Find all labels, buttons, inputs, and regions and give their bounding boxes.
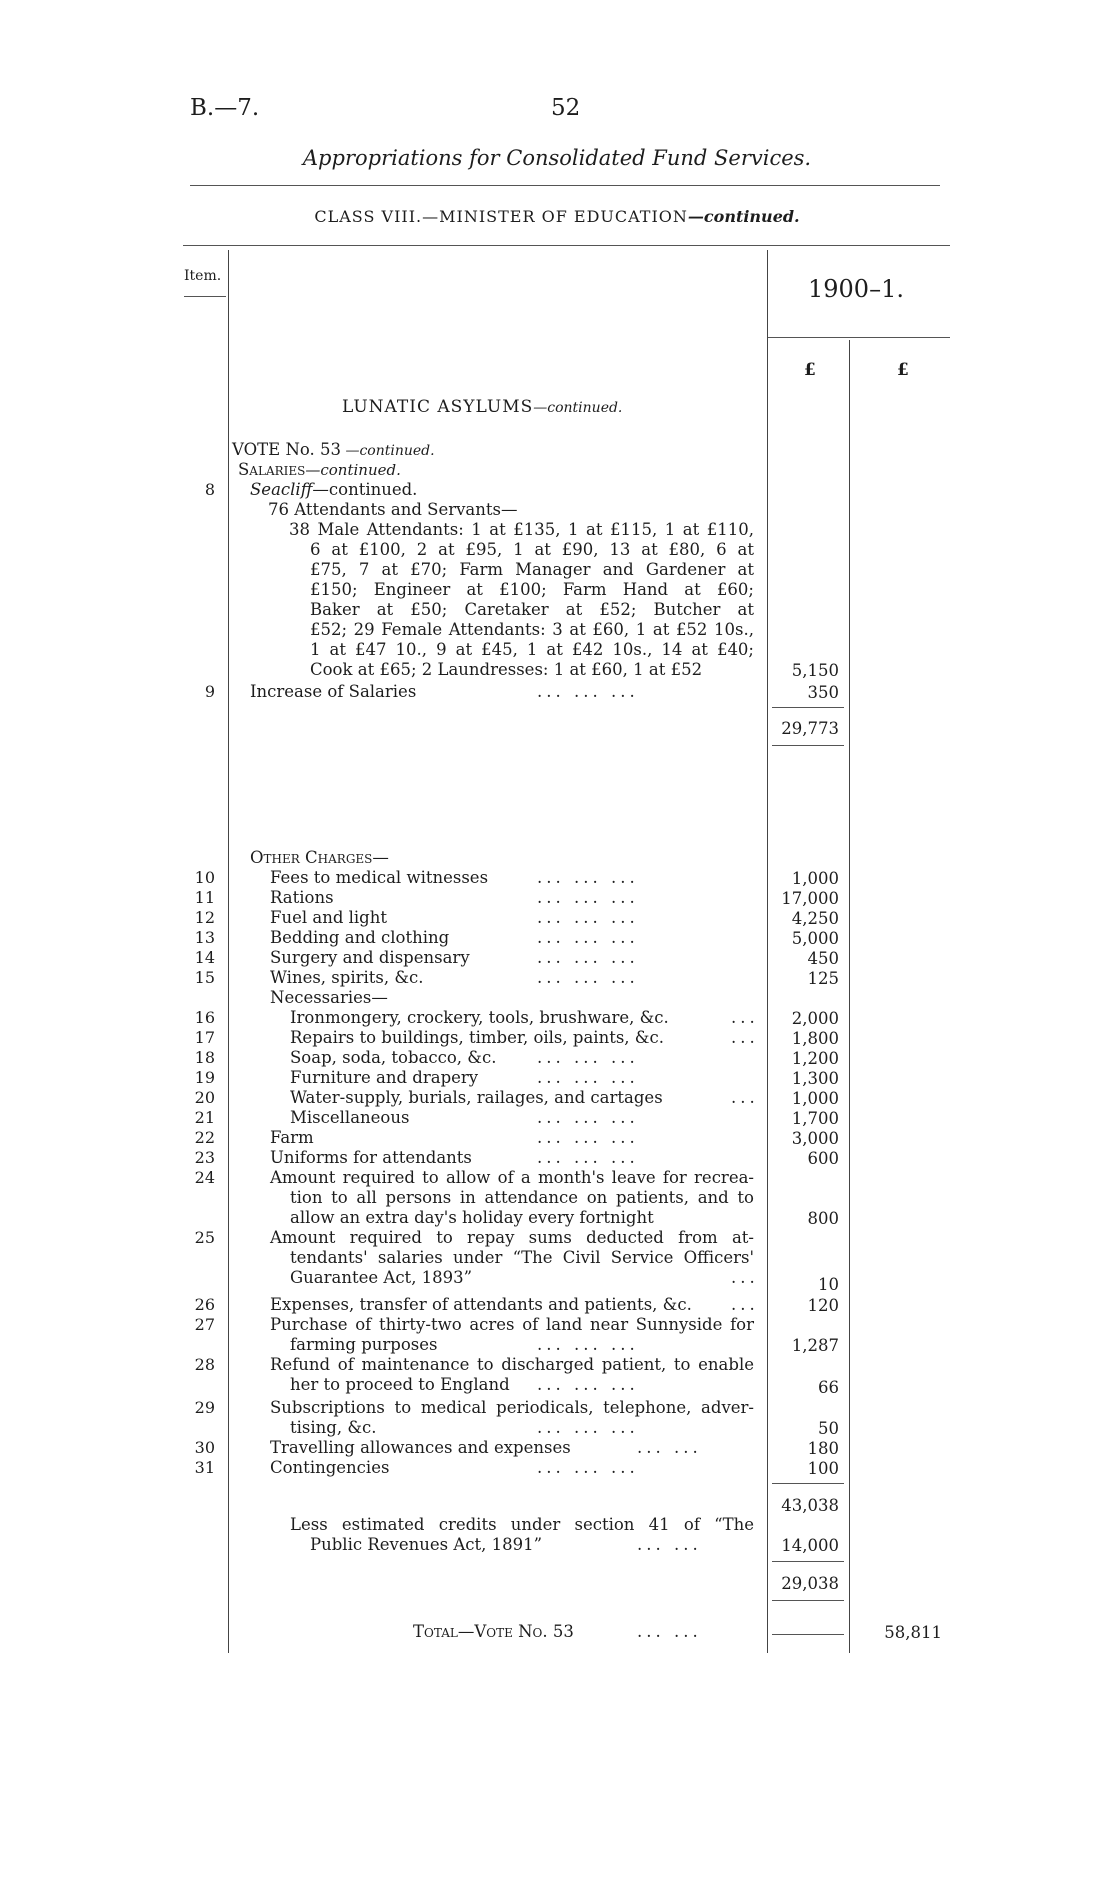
amount-cell: 800: [807, 1209, 839, 1228]
subtotal-rule: [772, 1561, 844, 1562]
item-number: 24: [194, 1168, 215, 1187]
leader-dots: ... ...: [637, 1438, 702, 1457]
item-label: Surgery and dispensary: [270, 948, 470, 967]
item-number: 10: [194, 868, 215, 887]
item-label: Rations: [270, 888, 334, 907]
leader-dots: ... ... ...: [537, 1048, 639, 1067]
item-number: 26: [194, 1295, 215, 1314]
amount-cell: 1,000: [791, 1089, 839, 1108]
net-total: 29,038: [781, 1574, 839, 1593]
vote-heading: [232, 440, 435, 461]
subtotal-rule: [772, 1600, 844, 1601]
amount-cell: 10: [818, 1275, 839, 1294]
item-number: 15: [194, 968, 215, 987]
item-number: 30: [194, 1438, 215, 1457]
item-number: 19: [194, 1068, 215, 1087]
salaries-heading-text: Salaries: [238, 460, 306, 479]
leader-dots: ...: [731, 1268, 759, 1287]
pound-sign-subtotals: £: [804, 360, 816, 380]
item-label-line: tendants' salaries under “The Civil Service Officers': [290, 1248, 754, 1267]
page-number: 52: [551, 95, 581, 121]
leader-dots: ... ... ...: [537, 1108, 639, 1127]
leader-dots: ... ... ...: [537, 1375, 639, 1394]
item-number: 22: [194, 1128, 215, 1147]
item-number: 29: [194, 1398, 215, 1417]
leader-dots: ...: [731, 1088, 759, 1107]
amount-cell: 1,000: [791, 869, 839, 888]
item-number: 20: [194, 1088, 215, 1107]
credits-amount: 14,000: [781, 1536, 839, 1555]
salaries-heading-suffix: —continued.: [305, 461, 401, 479]
vote-total-label: Total—Vote No. 53: [413, 1622, 574, 1641]
attendants-line: £52; 29 Female Attendants: 3 at £60, 1 at £52 10s.,: [310, 620, 754, 639]
necessaries-heading: Necessaries—: [270, 988, 388, 1007]
item-label: Contingencies: [270, 1458, 390, 1477]
item-label-line: Refund of maintenance to discharged patient, to enable: [270, 1355, 754, 1374]
amount-cell: 50: [818, 1419, 839, 1438]
item-label-line: allow an extra day's holiday every fortnight: [290, 1208, 654, 1227]
item-label-line: Amount required to allow of a month's leave for recrea-: [270, 1168, 754, 1187]
attendants-line: 1 at £47 10., 9 at £45, 1 at £42 10s., 14 at £40;: [310, 640, 754, 659]
item-label: Water-supply, burials, railages, and cartages: [290, 1088, 663, 1107]
leader-dots: ...: [731, 1295, 759, 1314]
gross-total: 43,038: [781, 1496, 839, 1515]
leader-dots: ... ... ...: [537, 682, 639, 701]
item-column-header: Item.: [184, 268, 222, 284]
institution-heading: [250, 480, 417, 500]
amount-cell: 3,000: [791, 1129, 839, 1148]
credits-line: Less estimated credits under section 41 of “The: [290, 1515, 754, 1534]
attendants-line: £75, 7 at £70; Farm Manager and Gardener at: [310, 560, 754, 579]
item-number: 21: [194, 1108, 215, 1127]
class-heading-suffix: —continued.: [687, 207, 800, 226]
attendants-line: Baker at £50; Caretaker at £52; Butcher at: [310, 600, 754, 619]
amount-cell: 5,150: [791, 661, 839, 680]
subtotal-rule: [772, 1483, 844, 1484]
amount-cell: 450: [807, 949, 839, 968]
leader-dots: ... ...: [637, 1622, 702, 1641]
item-label: Expenses, transfer of attendants and patients, &c.: [270, 1295, 692, 1314]
leader-dots: ...: [731, 1028, 759, 1047]
item-label: Fees to medical witnesses: [270, 868, 489, 887]
leader-dots: ... ... ...: [537, 948, 639, 967]
attendants-line: 6 at £100, 2 at £95, 1 at £90, 13 at £80, 6 at: [310, 540, 754, 559]
item-header-rule: [184, 296, 226, 297]
item-label-line: Guarantee Act, 1893”: [290, 1268, 473, 1287]
item-label: Uniforms for attendants: [270, 1148, 472, 1167]
item-label-line: farming purposes: [290, 1335, 438, 1354]
total-rule: [772, 1634, 844, 1635]
item-label: Increase of Salaries: [250, 682, 417, 701]
amount-cell: 4,250: [791, 909, 839, 928]
amount-cell: 180: [807, 1439, 839, 1458]
leader-dots: ...: [731, 1008, 759, 1027]
vote-total-amount: 58,811: [884, 1623, 942, 1642]
class-heading-text: CLASS VIII.—MINISTER OF EDUCATION: [314, 207, 688, 226]
year-header: 1900–1.: [808, 275, 904, 303]
amount-cell: 120: [807, 1296, 839, 1315]
vote-heading-suffix: —continued.: [341, 443, 435, 459]
item-number: 12: [194, 908, 215, 927]
title-rule: [190, 185, 940, 186]
item-label-line: tising, &c.: [290, 1418, 377, 1437]
attendants-line: £150; Engineer at £100; Farm Hand at £60;: [310, 580, 754, 599]
item-label: Travelling allowances and expenses: [270, 1438, 571, 1457]
amount-cell: 17,000: [781, 889, 839, 908]
amount-cell: 100: [807, 1459, 839, 1478]
amount-cell: 1,700: [791, 1109, 839, 1128]
amount-cell: 1,287: [791, 1336, 839, 1355]
amount-cell: 1,200: [791, 1049, 839, 1068]
amount-cell: 125: [807, 969, 839, 988]
item-label-line: tion to all persons in attendance on patients, and to: [290, 1188, 754, 1207]
amount-cell: 66: [818, 1378, 839, 1397]
item-number: 27: [194, 1315, 215, 1334]
leader-dots: ... ... ...: [537, 908, 639, 927]
item-number: 11: [194, 888, 215, 907]
item-number: 8: [204, 480, 215, 499]
item-label: Bedding and clothing: [270, 928, 450, 947]
vote-heading-text: VOTE No. 53: [232, 440, 342, 459]
pound-sign-totals: £: [897, 360, 909, 380]
item-label: Miscellaneous: [290, 1108, 410, 1127]
section-heading-suffix: —continued.: [533, 400, 623, 416]
credits-line: Public Revenues Act, 1891”: [310, 1535, 543, 1554]
leader-dots: ... ... ...: [537, 1458, 639, 1477]
table-top-rule: [183, 245, 950, 246]
leader-dots: ... ... ...: [537, 1148, 639, 1167]
page-title: Appropriations for Consolidated Fund Services.: [302, 146, 812, 170]
other-charges-heading: Other Charges—: [250, 848, 389, 867]
item-number: 13: [194, 928, 215, 947]
leader-dots: ... ... ...: [537, 968, 639, 987]
amount-cell: 1,300: [791, 1069, 839, 1088]
amount-cell: 1,800: [791, 1029, 839, 1048]
item-label-line: her to proceed to England: [290, 1375, 510, 1394]
amount-cell: 5,000: [791, 929, 839, 948]
salaries-heading: [238, 460, 401, 480]
attendants-line: 38 Male Attendants: 1 at £135, 1 at £115, 1 at £110,: [289, 520, 754, 539]
section-heading-text: LUNATIC ASYLUMS: [342, 397, 534, 417]
salaries-subtotal: 29,773: [781, 719, 839, 738]
leader-dots: ... ... ...: [537, 1068, 639, 1087]
amount-cell: 600: [807, 1149, 839, 1168]
item-label: Soap, soda, tobacco, &c.: [290, 1048, 497, 1067]
institution-name: Seacliff: [250, 480, 313, 499]
attendants-heading: 76 Attendants and Servants—: [268, 500, 518, 519]
item-label: Farm: [270, 1128, 314, 1147]
item-number: 9: [204, 682, 215, 701]
item-number: 23: [194, 1148, 215, 1167]
leader-dots: ... ... ...: [537, 928, 639, 947]
class-heading: [0, 207, 1114, 226]
item-number: 25: [194, 1228, 215, 1247]
item-label-line: Amount required to repay sums deducted from at-: [270, 1228, 754, 1247]
item-number: 31: [194, 1458, 215, 1477]
item-label: Ironmongery, crockery, tools, brushware, &c.: [290, 1008, 669, 1027]
item-number: 16: [194, 1008, 215, 1027]
item-label: Furniture and drapery: [290, 1068, 479, 1087]
leader-dots: ... ...: [637, 1535, 702, 1554]
amount-cell: 350: [807, 683, 839, 702]
amount-column-divider: [849, 340, 850, 1653]
leader-dots: ... ... ...: [537, 1128, 639, 1147]
subtotal-rule: [772, 707, 844, 708]
item-label: Repairs to buildings, timber, oils, paints, &c.: [290, 1028, 664, 1047]
amount-cell: 2,000: [791, 1009, 839, 1028]
item-label: Wines, spirits, &c.: [270, 968, 424, 987]
item-number: 28: [194, 1355, 215, 1374]
item-label-line: Purchase of thirty-two acres of land near Sunnyside for: [270, 1315, 754, 1334]
section-heading: [342, 397, 622, 417]
leader-dots: ... ... ...: [537, 888, 639, 907]
leader-dots: ... ... ...: [537, 1335, 639, 1354]
document-code: B.—7.: [190, 95, 260, 121]
item-column-divider: [228, 250, 229, 1653]
item-number: 14: [194, 948, 215, 967]
item-number: 17: [194, 1028, 215, 1047]
subtotal-rule: [772, 745, 844, 746]
item-number: 18: [194, 1048, 215, 1067]
leader-dots: ... ... ...: [537, 1418, 639, 1437]
item-label-line: Subscriptions to medical periodicals, telephone, adver-: [270, 1398, 754, 1417]
institution-suffix: —continued.: [312, 480, 418, 499]
leader-dots: ... ... ...: [537, 868, 639, 887]
attendants-line: Cook at £65; 2 Laundresses: 1 at £60, 1 at £52: [310, 660, 703, 679]
year-header-rule: [768, 337, 950, 338]
item-label: Fuel and light: [270, 908, 388, 927]
